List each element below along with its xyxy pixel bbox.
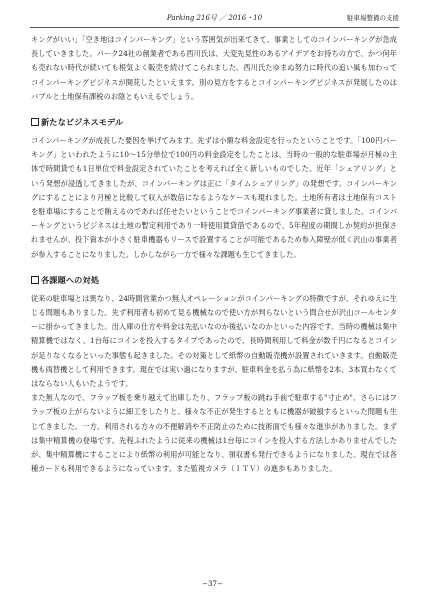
page-header — [30, 10, 399, 26]
journal-info: Parking 216号 ／ 2016・10 — [166, 14, 263, 22]
square-bullet-icon — [31, 118, 39, 126]
section-label: 駐車場整備の支援 — [347, 14, 399, 22]
section-paragraph: コインパーキングが成長した要因を挙げてみます。先ずは小額な料金設定を行ったということです。「100円パーキング」といわれたように10〜15分単位で100円の料金設定をしたことは、当時の一般的な駐車場が月極の主体で時間貸でも1日単位で料金設定されていたことを考えれば全く新しいものでした。近年「シェアリング」という発想が浸透してきましたが、コインパーキングは正に「タイムシェアリング」の発想です。コインパーキングにすることにより月極と比較して収入が数倍になるようなケースも現れました。土地所有者は土地保有コストを駐車場にすることで賄えるのであれば任せたいということでコインパーキング事業者に貸しました。コインパーキングというビジネスは土地の暫定利用であり一時使用賃貸借であるので、5年程度の期間しか契約が担保されませんが、投下資本が小さく駐車機器もリースで設置することが可能であるため参入障壁が低く沢山の事業者が参入することになりました。しかしながら一方で様々な課題も生じてきました。 — [31, 136, 397, 259]
section-paragraph: また無人なので、フラップ板を乗り越えて出庫したり、フラップ板の跳ね手前で駐車する"寸止め"、さらにはフラップ板の上がらないように細工をしたりと、様々な不正が発生するとともに機器が破損するといった問題も生じてきました。一方、利用される方々の不便解消や不正防止のために技術面でも様々な進歩がありました。まずは集中精算機の登場です。先程ふれたように従来の機械は1台毎にコインを投入する方法しかありませんでしたが、集中精算機にすることにより紙幣の利用が可能となり、領収書も発行できるようになりました。現在では各種カードも利用できるようになっています。また監視カメラ（ＩＴＶ）の進歩もありました。 — [31, 393, 397, 474]
intro-paragraph: キングがいい」「空き地はコインパーキング」という雰囲気が出来てきて、事業としてのコインパーキングが急成長していきました。パーク24社の創業者である西川氏は、大変先見性のあるアイデアをお持ちの方で、かつ何年も売れない時代が続いても根気よく販売を続けてこられました。西川氏たゆまぬ努力に時代の追い風も加わってコインパーキングビジネスが開花したといえます。別の見方をするとコインパーキングビジネスが発展したのはバブルと土地保有課税のお陰ともいえるでしょう。 — [31, 35, 397, 101]
section-heading-issue-handling — [31, 274, 397, 286]
section-title: 各課題への対処 — [41, 274, 100, 285]
square-bullet-icon — [31, 276, 39, 284]
section-title: 新たなビジネスモデル — [41, 117, 124, 128]
section-paragraph: 従来の駐車場とは異なり、24時間営業かつ無人オペレーションがコインパーキングの特徴ですが、それゆえに生じる問題もありました。先ず利用者も初めて見る機械なので使い方が判らないという問合せが沢山コールセンターに掛かってきました。出入庫の仕方や料金は先払いなのか後払いなのかといった内容です。当時の機械は集中精算機ではなく、1台毎にコインを投入するタイプであったので、長時間利用して料金が数千円になるとコインが足りなくなるといった事態も起きました。その対策として紙幣の自動販売機が設置されていきます。自動販売機も両替機として利用できます。現在では実い過になりますが、駐車料金を払う為に紙幣を2本、3本買わなくてはならない人もいたようです。 — [31, 293, 397, 389]
section-heading-new-business-model — [31, 116, 397, 128]
page-number: −37− — [202, 580, 223, 588]
header-divider — [30, 27, 399, 28]
article-body — [31, 33, 397, 476]
